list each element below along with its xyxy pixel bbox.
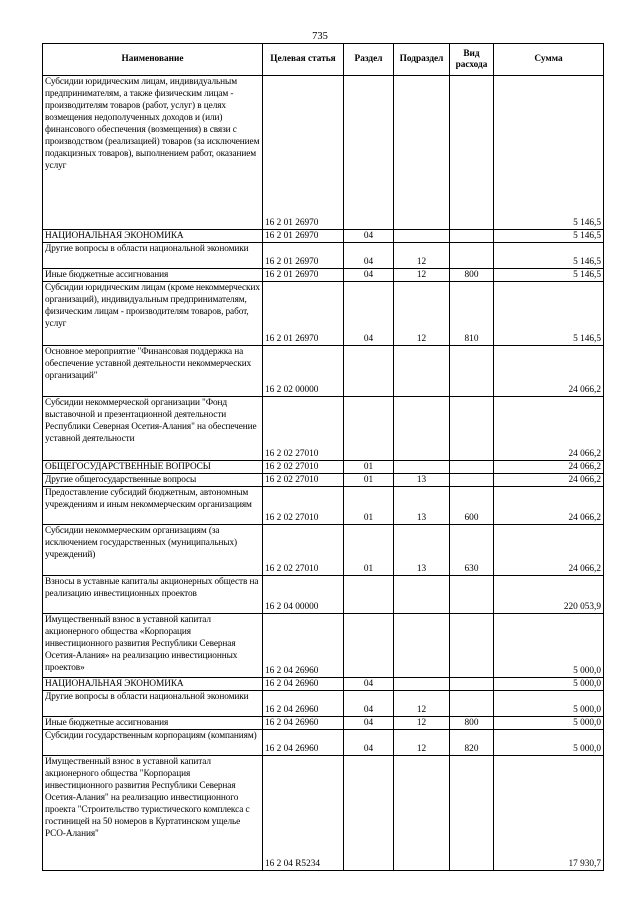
row-section: 04 — [344, 678, 394, 691]
row-section: 04 — [344, 717, 394, 730]
row-name: Субсидии юридическим лицам, индивидуальным предпринимателям, а также физическим лицам - производителям товаров (работ, услуг) в целях возмещения недополученных доходов и (или) финансового обеспечения (возмещения) в связи с производством (реализацией) товаров (за исключением подакцизных товаров), выполнением работ, оказанием услуг — [43, 76, 263, 230]
row-subsection — [394, 76, 450, 230]
row-section: 04 — [344, 691, 394, 717]
row-amount: 24 066,2 — [494, 397, 604, 461]
row-subsection: 12 — [394, 243, 450, 269]
row-name: Субсидии некоммерческим организациям (за исключением государственных (муниципальных) учреждений) — [43, 525, 263, 576]
table-header-row — [43, 44, 604, 76]
row-section: 01 — [344, 525, 394, 576]
row-amount: 5 146,5 — [494, 269, 604, 282]
row-name: Имущественный взнос в уставной капитал акционерного общества "Корпорация инвестиционного развития Республики Северная Осетия-Алания" на реализацию инвестиционного проекта "Строительство туристического комплекса с гостиницей на 50 номеров в Куртатинском ущелье РСО-Алания" — [43, 756, 263, 871]
row-subsection: 12 — [394, 282, 450, 346]
budget-table — [42, 43, 604, 871]
row-amount: 5 000,0 — [494, 691, 604, 717]
row-section — [344, 756, 394, 871]
row-section: 01 — [344, 474, 394, 487]
row-amount: 17 930,7 — [494, 756, 604, 871]
row-expense-type — [450, 76, 494, 230]
table-row — [43, 730, 604, 756]
row-section: 04 — [344, 269, 394, 282]
row-expense-type: 800 — [450, 717, 494, 730]
row-code: 16 2 02 27010 — [263, 397, 344, 461]
row-section — [344, 397, 394, 461]
row-subsection: 12 — [394, 269, 450, 282]
row-expense-type: 820 — [450, 730, 494, 756]
row-amount: 5 000,0 — [494, 678, 604, 691]
row-subsection: 12 — [394, 691, 450, 717]
row-code: 16 2 01 26970 — [263, 243, 344, 269]
page-number: 735 — [312, 31, 328, 42]
row-section: 01 — [344, 487, 394, 525]
row-code: 16 2 01 26970 — [263, 282, 344, 346]
row-amount: 5 000,0 — [494, 614, 604, 678]
row-subsection — [394, 230, 450, 243]
row-amount: 220 053,9 — [494, 576, 604, 614]
row-subsection: 13 — [394, 487, 450, 525]
table-row — [43, 282, 604, 346]
row-section: 04 — [344, 243, 394, 269]
row-code: 16 2 04 26960 — [263, 691, 344, 717]
row-amount: 24 066,2 — [494, 525, 604, 576]
table-row — [43, 269, 604, 282]
row-section — [344, 76, 394, 230]
table-row — [43, 243, 604, 269]
row-name: Субсидии некоммерческой организации "Фонд выставочной и презентационной деятельности Республики Северная Осетия-Алания" на обеспечение уставной деятельности — [43, 397, 263, 461]
table-row — [43, 614, 604, 678]
row-name: Другие вопросы в области национальной экономики — [43, 691, 263, 717]
row-expense-type — [450, 346, 494, 397]
row-expense-type: 800 — [450, 269, 494, 282]
header-name: Наименование — [43, 44, 263, 76]
row-subsection — [394, 614, 450, 678]
table-row — [43, 230, 604, 243]
row-code: 16 2 04 26960 — [263, 614, 344, 678]
row-name: Имущественный взнос в уставной капитал акционерного общества «Корпорация инвестиционного развития Республики Северная Осетия-Алания» на реализацию инвестиционных проектов» — [43, 614, 263, 678]
header-subsection: Подраздел — [394, 44, 450, 76]
row-subsection — [394, 346, 450, 397]
table-row — [43, 487, 604, 525]
row-section — [344, 576, 394, 614]
row-code: 16 2 02 27010 — [263, 525, 344, 576]
row-expense-type — [450, 614, 494, 678]
row-name: НАЦИОНАЛЬНАЯ ЭКОНОМИКА — [43, 678, 263, 691]
table-row — [43, 756, 604, 871]
row-subsection — [394, 576, 450, 614]
row-code: 16 2 02 27010 — [263, 474, 344, 487]
row-amount: 5 000,0 — [494, 717, 604, 730]
table-row — [43, 474, 604, 487]
header-section: Раздел — [344, 44, 394, 76]
table-row — [43, 576, 604, 614]
header-expense-type: Вид расхода — [450, 44, 494, 76]
row-expense-type: 600 — [450, 487, 494, 525]
table-row — [43, 525, 604, 576]
table-row — [43, 346, 604, 397]
row-name: НАЦИОНАЛЬНАЯ ЭКОНОМИКА — [43, 230, 263, 243]
row-section: 04 — [344, 282, 394, 346]
row-expense-type — [450, 397, 494, 461]
row-expense-type — [450, 691, 494, 717]
row-amount: 24 066,2 — [494, 346, 604, 397]
row-name: Другие общегосударственные вопросы — [43, 474, 263, 487]
table-row — [43, 76, 604, 230]
row-code: 16 2 01 26970 — [263, 269, 344, 282]
table-row — [43, 461, 604, 474]
table-row — [43, 717, 604, 730]
header-amount: Сумма — [494, 44, 604, 76]
row-code: 16 2 04 00000 — [263, 576, 344, 614]
row-code: 16 2 04 R5234 — [263, 756, 344, 871]
row-section — [344, 346, 394, 397]
row-name: Предоставление субсидий бюджетным, автономным учреждениям и иным некоммерческим организациям — [43, 487, 263, 525]
row-expense-type: 630 — [450, 525, 494, 576]
row-amount: 24 066,2 — [494, 487, 604, 525]
table-row — [43, 691, 604, 717]
row-code: 16 2 01 26970 — [263, 76, 344, 230]
row-amount: 5 000,0 — [494, 730, 604, 756]
row-subsection — [394, 397, 450, 461]
row-name: Субсидии юридическим лицам (кроме некоммерческих организаций), индивидуальным предпринимателям, физическим лицам - производителям товаров, работ, услуг — [43, 282, 263, 346]
row-name: Взносы в уставные капиталы акционерных обществ на реализацию инвестиционных проектов — [43, 576, 263, 614]
row-expense-type — [450, 474, 494, 487]
row-code: 16 2 02 00000 — [263, 346, 344, 397]
row-amount: 5 146,5 — [494, 76, 604, 230]
row-expense-type — [450, 230, 494, 243]
row-expense-type — [450, 243, 494, 269]
row-name: Другие вопросы в области национальной экономики — [43, 243, 263, 269]
row-amount: 24 066,2 — [494, 461, 604, 474]
row-expense-type — [450, 678, 494, 691]
table-row — [43, 397, 604, 461]
row-code: 16 2 04 26960 — [263, 678, 344, 691]
row-section — [344, 614, 394, 678]
row-amount: 5 146,5 — [494, 243, 604, 269]
row-subsection — [394, 756, 450, 871]
row-expense-type: 810 — [450, 282, 494, 346]
row-expense-type — [450, 756, 494, 871]
header-code: Целевая статья — [263, 44, 344, 76]
row-name: Субсидии государственным корпорациям (компаниям) — [43, 730, 263, 756]
row-section: 04 — [344, 730, 394, 756]
row-subsection: 12 — [394, 730, 450, 756]
row-subsection: 13 — [394, 525, 450, 576]
row-subsection — [394, 678, 450, 691]
table-row — [43, 678, 604, 691]
row-amount: 5 146,5 — [494, 282, 604, 346]
row-amount: 24 066,2 — [494, 474, 604, 487]
row-code: 16 2 04 26960 — [263, 717, 344, 730]
row-section: 01 — [344, 461, 394, 474]
row-name: Основное мероприятие "Финансовая поддержка на обеспечение уставной деятельности некоммерческих организаций" — [43, 346, 263, 397]
row-subsection: 13 — [394, 474, 450, 487]
row-name: Иные бюджетные ассигнования — [43, 717, 263, 730]
row-amount: 5 146,5 — [494, 230, 604, 243]
row-name: ОБЩЕГОСУДАРСТВЕННЫЕ ВОПРОСЫ — [43, 461, 263, 474]
row-expense-type — [450, 461, 494, 474]
row-subsection: 12 — [394, 717, 450, 730]
row-code: 16 2 04 26960 — [263, 730, 344, 756]
row-code: 16 2 02 27010 — [263, 461, 344, 474]
row-code: 16 2 01 26970 — [263, 230, 344, 243]
row-section: 04 — [344, 230, 394, 243]
row-expense-type — [450, 576, 494, 614]
row-code: 16 2 02 27010 — [263, 487, 344, 525]
row-name: Иные бюджетные ассигнования — [43, 269, 263, 282]
row-subsection — [394, 461, 450, 474]
